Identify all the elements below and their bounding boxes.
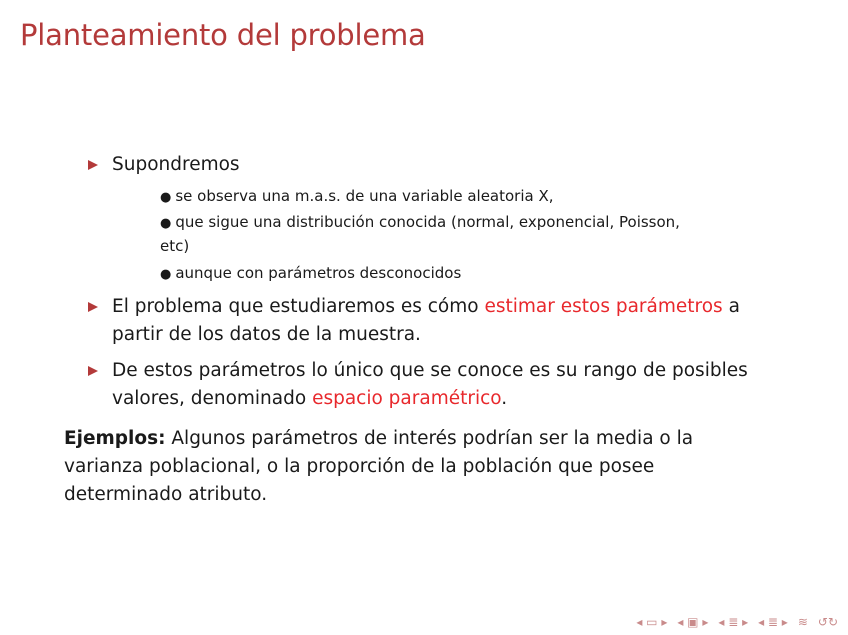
examples-block: Ejemplos: Algunos parámetros de interés podrían ser la media o la varianza poblacional, o la proporción de la población que posee determinado atributo. — [64, 428, 694, 505]
bullet-arrow-icon — [88, 302, 98, 312]
navigation-bar — [636, 615, 838, 629]
align-icon[interactable]: ≋ — [797, 615, 808, 629]
highlight-espacio: espacio paramétrico — [312, 388, 502, 409]
next-frame-icon[interactable]: ◂ ≣ ▸ — [718, 615, 749, 629]
sub-bullet-2-cont: etc) — [160, 237, 190, 255]
bullet-espacio: De estos parámetros lo único que se conoce es su rango de posibles valores, denominado espacio paramétrico. — [112, 360, 748, 409]
search-icon[interactable]: ↺↻ — [817, 615, 838, 629]
bullet-arrow-icon — [88, 160, 98, 170]
bullet-arrow-icon — [88, 366, 98, 376]
dot-icon: ● — [160, 267, 172, 282]
dot-icon: ● — [160, 190, 172, 205]
examples-label: Ejemplos: — [64, 428, 166, 449]
dot-icon: ● — [160, 216, 172, 231]
prev-section-icon[interactable]: ◂ ≣ ▸ — [758, 615, 788, 629]
sub-bullet-2: ● que sigue una distribución conocida (normal, exponencial, Poisson, — [160, 213, 680, 231]
highlight-estimar: estimar estos parámetros — [484, 296, 723, 317]
first-icon[interactable]: ◂ ▭ ▸ — [636, 615, 668, 629]
bullet-problema: El problema que estudiaremos es cómo estimar estos parámetros a partir de los datos de la muestra. — [112, 296, 740, 345]
bullet-supondremos: Supondremos — [112, 154, 240, 175]
slide-title: Planteamiento del problema — [20, 18, 426, 52]
sub-bullet-1: ● se observa una m.a.s. de una variable aleatoria X, — [160, 187, 554, 205]
prev-frame-icon[interactable]: ◂ ▣ ▸ — [677, 615, 709, 629]
sub-bullet-3: ● aunque con parámetros desconocidos — [160, 264, 462, 282]
